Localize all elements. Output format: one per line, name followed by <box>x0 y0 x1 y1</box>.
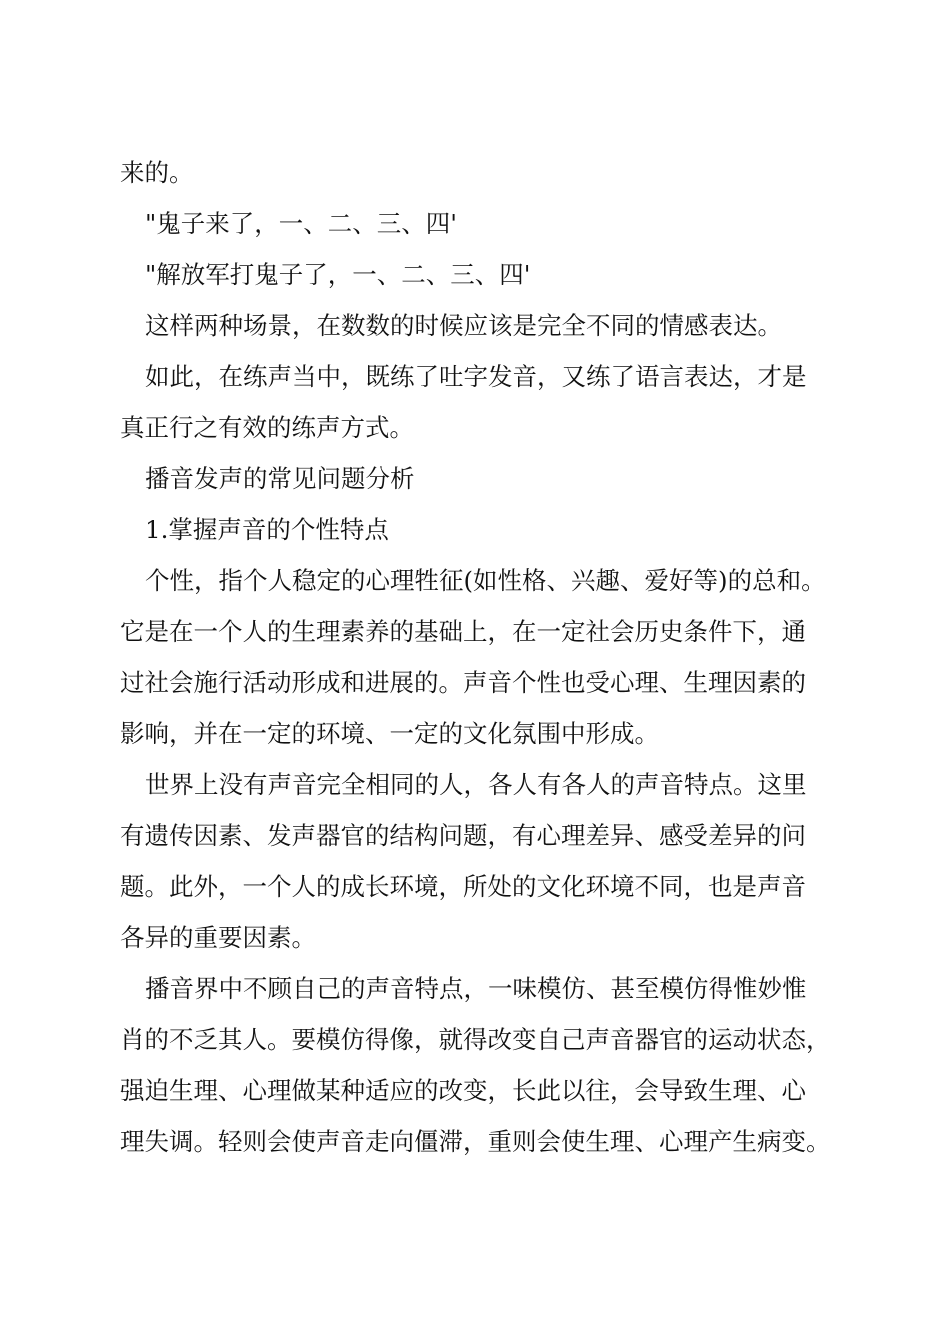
text-line: 世界上没有声音完全相同的人，各人有各人的声音特点。这里 <box>145 770 807 799</box>
text-line: 播音发声的常见问题分析 <box>145 464 415 493</box>
paragraph <box>120 963 840 1167</box>
text-line: 来的。 <box>120 158 194 187</box>
text-line: 各异的重要因素。 <box>120 923 316 952</box>
text-line: "鬼子来了，一、二、三、四' <box>145 209 458 238</box>
body-text <box>120 147 840 1167</box>
paragraph <box>120 147 840 198</box>
text-line: 题。此外，一个人的成长环境，所处的文化环境不同，也是声音 <box>120 872 806 901</box>
text-line: 这样两种场景，在数数的时候应该是完全不同的情感表达。 <box>145 311 782 340</box>
text-line: 过社会施行活动形成和进展的。声音个性也受心理、生理因素的 <box>120 668 806 697</box>
text-line: 它是在一个人的生理素养的基础上，在一定社会历史条件下，通 <box>120 617 806 646</box>
text-line: 肖的不乏其人。要模仿得像，就得改变自己声音器官的运动状态， <box>120 1025 831 1054</box>
text-line: 如此，在练声当中，既练了吐字发音，又练了语言表达，才是 <box>145 362 807 391</box>
text-line: 真正行之有效的练声方式。 <box>120 413 414 442</box>
text-line: 有遗传因素、发声器官的结构问题，有心理差异、感受差异的问 <box>120 821 806 850</box>
paragraph <box>120 555 840 759</box>
text-line: "解放军打鬼子了，一、二、三、四' <box>145 260 531 289</box>
section-heading <box>120 453 840 504</box>
paragraph <box>120 300 840 351</box>
paragraph <box>120 351 840 453</box>
text-line: 1.掌握声音的个性特点 <box>145 515 389 544</box>
paragraph <box>120 249 840 300</box>
paragraph <box>120 198 840 249</box>
text-line: 个性，指个人稳定的心理牲征(如性格、兴趣、爱好等)的总和。 <box>145 566 826 595</box>
subsection-heading <box>120 504 840 555</box>
text-line: 影响，并在一定的环境、一定的文化氛围中形成。 <box>120 719 659 748</box>
text-line: 播音界中不顾自己的声音特点，一味模仿、甚至模仿得惟妙惟 <box>145 974 807 1003</box>
text-line: 理失调。轻则会使声音走向僵滞，重则会使生理、心理产生病变。 <box>120 1127 831 1156</box>
paragraph <box>120 759 840 963</box>
text-line: 强迫生理、心理做某种适应的改变，长此以往，会导致生理、心 <box>120 1076 806 1105</box>
